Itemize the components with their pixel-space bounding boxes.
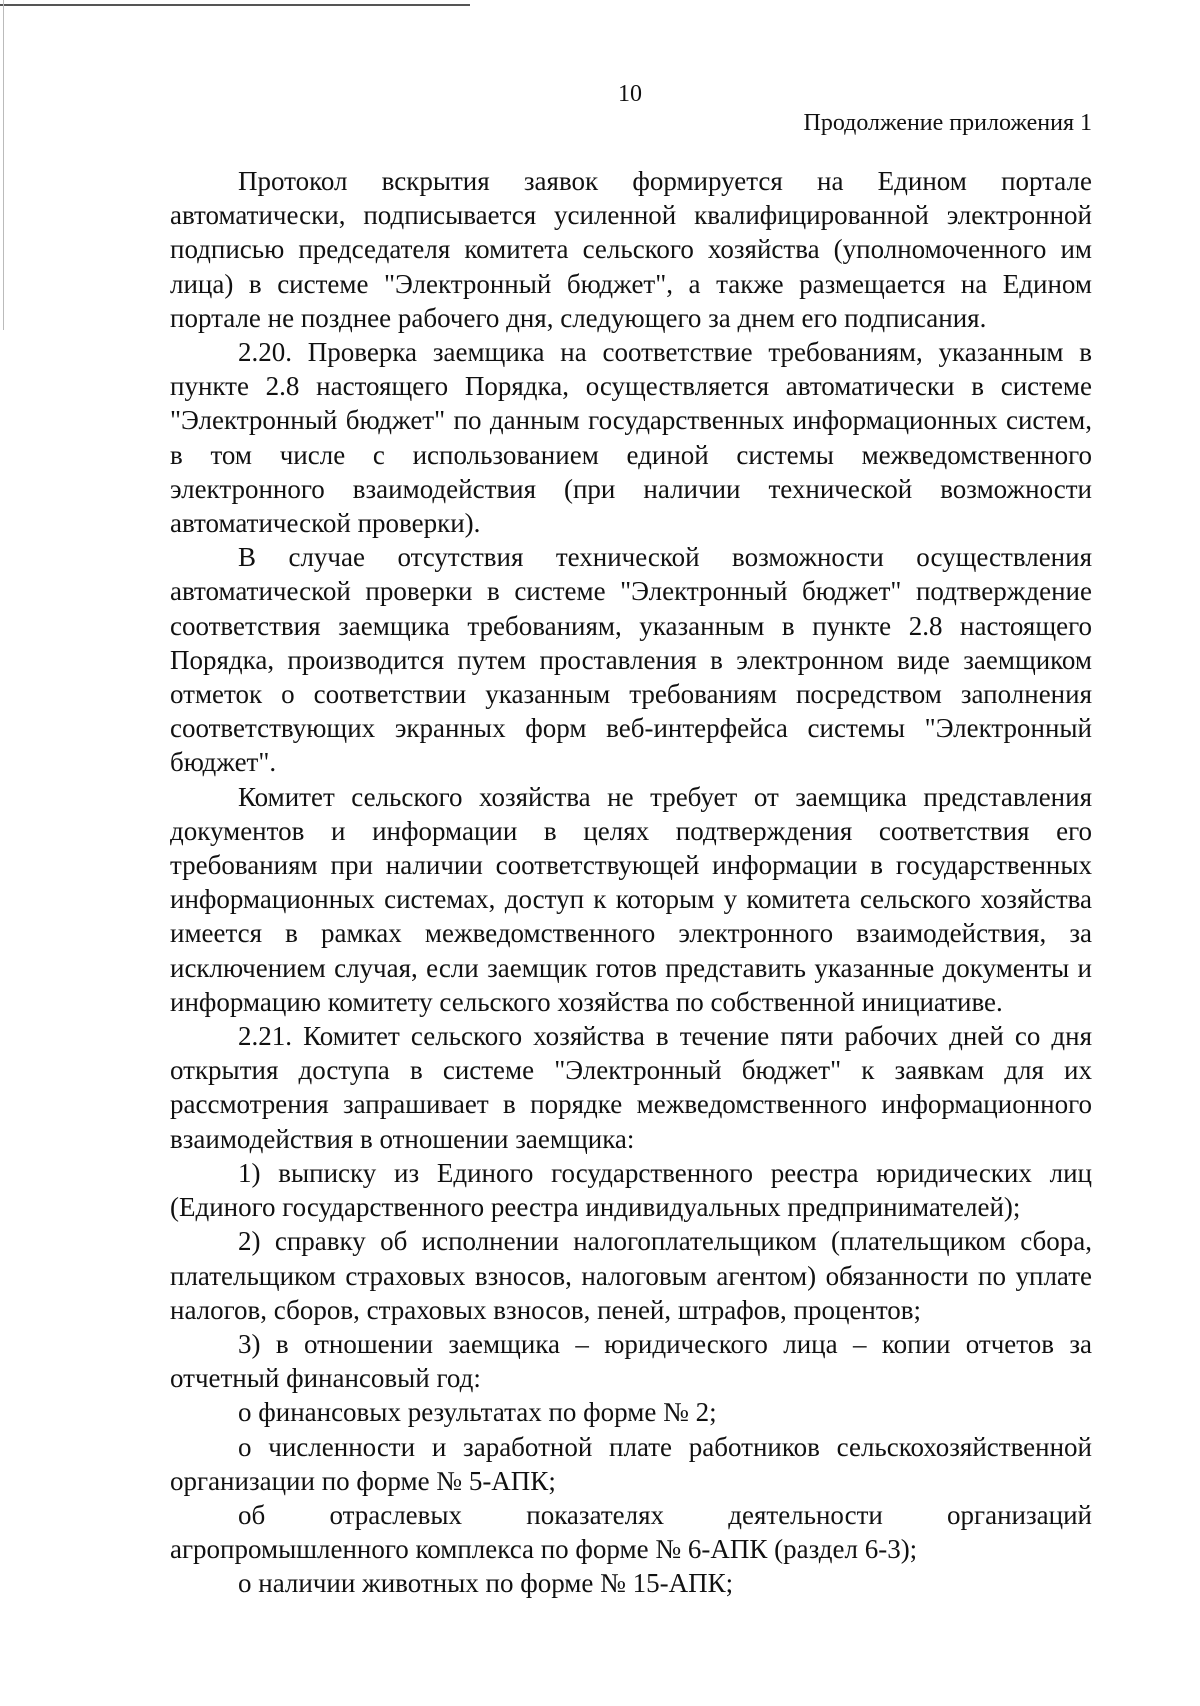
page-number: 10 xyxy=(618,81,642,107)
sub-item-form-6-apk: об отраслевых показателях деятельности организаций агропромышленного комплекса по форме № 6-АПК (раздел 6-3); xyxy=(170,1499,1092,1565)
sub-item-form-5-apk: о численности и заработной плате работников сельскохозяйственной организации по форме № 5-АПК; xyxy=(170,1431,1092,1496)
appendix-continuation-note: Продолжение приложения 1 xyxy=(803,110,1092,136)
scan-edge-top xyxy=(0,4,470,6)
paragraph-committee-not-require: Комитет сельского хозяйства не требует от заемщика представления документов и информации в целях подтверждения соответствия его требованиям при наличии соответствующей информации в государственных информационных системах, доступ к которым у комитета сельского хозяйства имеется в рамках межведомственного электронного взаимодействия, за исключением случая, если заемщик готов представить указанные документы и информацию комитету сельского хозяйства по собственной инициативе. xyxy=(170,781,1092,1017)
list-item-2: 2) справку об исполнении налогоплательщиком (плательщиком сбора, плательщиком страховых взносов, налоговым агентом) обязанности по уплате налогов, сборов, страховых взносов, пеней, штрафов, процентов; xyxy=(170,1226,1092,1325)
sub-item-form-15-apk: о наличии животных по форме № 15-АПК; xyxy=(238,1568,734,1599)
paragraph-protocol: Протокол вскрытия заявок формируется на Едином портале автоматически, подписывается усиленной квалифицированной электронной подписью председателя комитета сельского хозяйства (уполномоченного им лица) в системе "Электронный бюджет", а также размещается на Едином портале не позднее рабочего дня, следующего за днем его подписания. xyxy=(170,166,1092,333)
list-item-1: 1) выписку из Единого государственного реестра юридических лиц (Единого государственного реестра индивидуальных предпринимателей); xyxy=(170,1157,1092,1223)
list-item-3: 3) в отношении заемщика – юридического лица – копии отчетов за отчетный финансовый год: xyxy=(170,1328,1092,1394)
paragraph-2-20: 2.20. Проверка заемщика на соответствие требованиям, указанным в пункте 2.8 настоящего Порядка, осуществляется автоматически в системе "Электронный бюджет" по данным государственных информационных систем, в том числе с использованием единой системы межведомственного электронного взаимодействия (при наличии технической возможности автоматической проверки). xyxy=(170,337,1092,539)
paragraph-2-21: 2.21. Комитет сельского хозяйства в течение пяти рабочих дней со дня открытия доступа в системе "Электронный бюджет" к заявкам для их рассмотрения запрашивает в порядке межведомственного информационного взаимодействия в отношении заемщика: xyxy=(170,1021,1092,1154)
document-body xyxy=(170,164,1092,1601)
scan-edge-left xyxy=(3,0,4,330)
sub-item-form-2: о финансовых результатах по форме № 2; xyxy=(238,1397,717,1428)
paragraph-no-technical-possibility: В случае отсутствия технической возможности осуществления автоматической проверки в системе "Электронный бюджет" подтверждение соответствия заемщика требованиям, указанным в пункте 2.8 настоящего Порядка, производится путем проставления в электронном виде заемщиком отметок о соответствии указанным требованиям посредством заполнения соответствующих экранных форм веб-интерфейса системы "Электронный бюджет". xyxy=(170,542,1092,778)
